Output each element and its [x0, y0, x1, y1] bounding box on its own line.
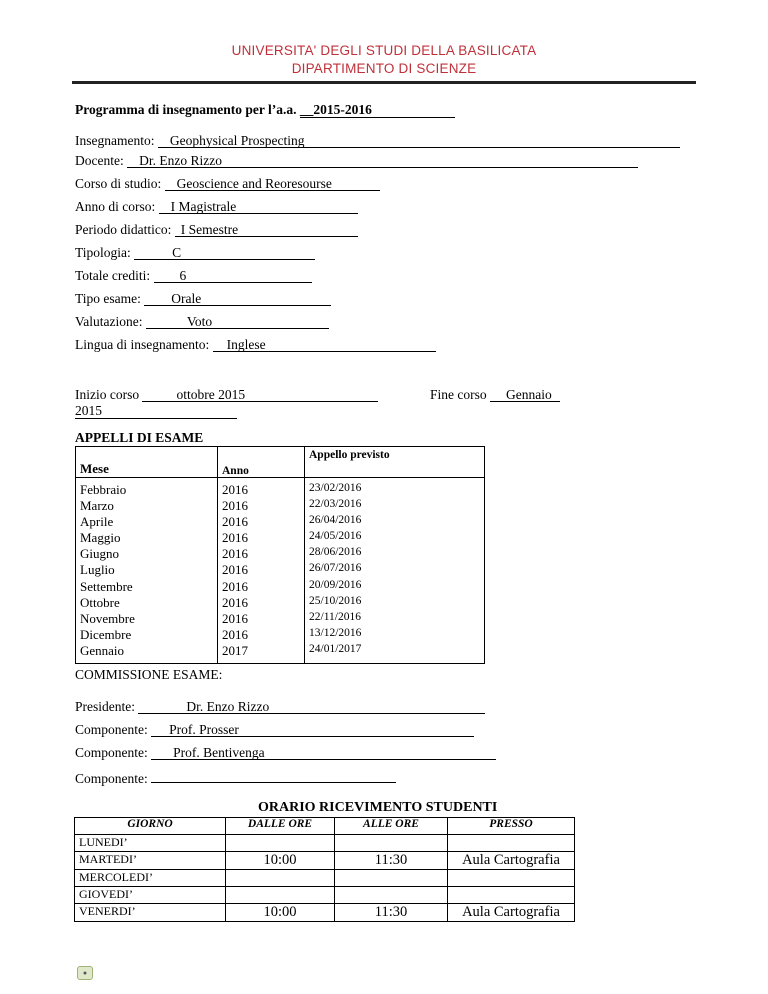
periodo-label: Periodo didattico:: [75, 222, 172, 237]
appelli-cell-anno: 2016: [222, 498, 248, 514]
appelli-cell-anno: 2016: [222, 562, 248, 578]
appelli-cell-mese: Marzo: [80, 498, 114, 514]
orario-title: ORARIO RICEVIMENTO STUDENTI: [258, 800, 498, 815]
insegnamento-value: Geophysical Prospecting: [158, 134, 680, 148]
presidente-value: Dr. Enzo Rizzo: [138, 700, 485, 714]
department-name: DIPARTIMENTO DI SCIENZE: [291, 61, 477, 76]
inizio-corso-row: [75, 387, 378, 403]
periodo-row: [75, 222, 358, 238]
appelli-cell-mese: Giugno: [80, 546, 119, 562]
anno-label: Anno di corso:: [75, 199, 156, 214]
docente-label: Docente:: [75, 153, 124, 168]
componente3-value: [151, 768, 396, 783]
valutazione-value: Voto: [146, 315, 329, 329]
appelli-cell-appello: 26/04/2016: [309, 514, 362, 527]
orario-day-lunedi: LUNEDI’: [75, 835, 226, 852]
tipologia-value: C: [134, 246, 315, 260]
docente-value: Dr. Enzo Rizzo: [127, 154, 638, 168]
crediti-value: 6: [154, 269, 312, 283]
tipologia-row: [75, 245, 315, 261]
appelli-cell-appello: 22/11/2016: [309, 610, 361, 623]
appelli-cell-anno: 2016: [222, 482, 248, 497]
orario-day-giovedi: GIOVEDI’: [75, 887, 226, 904]
tipo-esame-label: Tipo esame:: [75, 291, 141, 306]
componente3-label: Componente:: [75, 771, 148, 786]
appelli-cell-mese: Maggio: [80, 530, 121, 546]
appelli-col-anno: [218, 478, 305, 664]
corso-row: [75, 176, 380, 192]
appelli-header-mese: Mese: [76, 447, 218, 478]
componente1-value: Prof. Prosser: [151, 723, 474, 737]
valutazione-label: Valutazione:: [75, 314, 143, 329]
appelli-cell-appello: 22/03/2016: [309, 498, 362, 511]
componente1-row: [75, 722, 474, 738]
commissione-title: COMMISSIONE ESAME:: [75, 667, 223, 682]
tipo-esame-row: [75, 291, 331, 307]
anno-value: I Magistrale: [159, 200, 358, 214]
appelli-cell-anno: 2016: [222, 546, 248, 562]
appelli-cell-anno: 2017: [222, 642, 248, 658]
crediti-label: Totale crediti:: [75, 268, 151, 283]
appelli-cell-appello: 25/10/2016: [309, 594, 362, 607]
lingua-value: Inglese: [213, 338, 436, 352]
programma-label: Programma di insegnamento per l’a.a.: [75, 102, 297, 117]
componente1-label: Componente:: [75, 722, 148, 737]
corso-label: Corso di studio:: [75, 176, 162, 191]
university-name: UNIVERSITA' DEGLI STUDI DELLA BASILICATA: [231, 43, 537, 58]
appelli-cell-mese: Dicembre: [80, 626, 132, 642]
orario-day-martedi: MARTEDI’: [75, 852, 226, 870]
componente2-label: Componente:: [75, 745, 148, 760]
lingua-row: [75, 337, 436, 353]
fine-corso-year: 2015: [75, 404, 237, 419]
orario-header-alle: ALLE ORE: [335, 818, 448, 835]
appelli-cell-mese: Settembre: [80, 578, 133, 594]
tipologia-label: Tipologia:: [75, 245, 131, 260]
appelli-cell-appello: 26/07/2016: [309, 562, 362, 575]
insegnamento-row: [75, 133, 680, 149]
appelli-cell-mese: Aprile: [80, 514, 114, 530]
martedi-dalle: 10:00: [226, 852, 335, 870]
appelli-col-appello: [305, 478, 485, 664]
appelli-title: APPELLI DI ESAME: [75, 430, 204, 445]
crediti-row: [75, 268, 312, 284]
appelli-cell-appello: 24/01/2017: [309, 642, 362, 655]
martedi-presso: Aula Cartografia: [448, 852, 575, 870]
componente2-row: [75, 745, 496, 761]
orario-day-mercoledi: MERCOLEDI’: [75, 870, 226, 887]
appelli-header-anno: Anno: [218, 447, 305, 478]
appelli-cell-anno: 2016: [222, 594, 248, 610]
orario-table: [74, 817, 575, 922]
appelli-cell-appello: 20/09/2016: [309, 578, 362, 591]
appelli-cell-mese: Luglio: [80, 562, 115, 578]
appelli-cell-appello: 28/06/2016: [309, 546, 362, 559]
venerdi-presso: Aula Cartografia: [448, 904, 575, 922]
corso-value: Geoscience and Reoresourse: [165, 177, 380, 191]
header-rule: [72, 81, 696, 84]
orario-header-dalle: DALLE ORE: [226, 818, 335, 835]
componente3-row: [75, 768, 396, 787]
fine-corso-value: Gennaio: [490, 388, 560, 402]
venerdi-alle: 11:30: [335, 904, 448, 922]
tipo-esame-value: Orale: [144, 292, 331, 306]
periodo-value: I Semestre: [175, 223, 358, 237]
orario-day-venerdi: VENERDI’: [75, 904, 226, 922]
appelli-col-mese: [76, 478, 218, 664]
componente2-value: Prof. Bentivenga: [151, 746, 496, 760]
orario-header-giorno: GIORNO: [75, 818, 226, 835]
presidente-label: Presidente:: [75, 699, 135, 714]
programma-line: [75, 102, 455, 118]
fine-corso-label: Fine corso: [430, 387, 487, 402]
appelli-cell-anno: 2016: [222, 578, 248, 594]
inizio-corso-label: Inizio corso: [75, 387, 140, 402]
appelli-cell-mese: Febbraio: [80, 482, 127, 497]
appelli-cell-appello: 13/12/2016: [309, 626, 362, 639]
martedi-alle: 11:30: [335, 852, 448, 870]
fine-corso-year-row: [75, 403, 237, 419]
lingua-label: Lingua di insegnamento:: [75, 337, 210, 352]
programma-value: __2015-2016: [300, 103, 455, 118]
footer-logo-icon: ●: [77, 966, 93, 980]
insegnamento-label: Insegnamento:: [75, 133, 155, 148]
appelli-cell-mese: Ottobre: [80, 594, 120, 610]
fine-corso-row: [430, 387, 560, 403]
presidente-row: [75, 699, 485, 715]
appelli-cell-mese: Novembre: [80, 610, 135, 626]
appelli-cell-anno: 2016: [222, 530, 248, 546]
inizio-corso-value: ottobre 2015: [142, 388, 378, 402]
anno-row: [75, 199, 358, 215]
appelli-cell-anno: 2016: [222, 626, 248, 642]
docente-row: [75, 153, 638, 169]
valutazione-row: [75, 314, 329, 330]
appelli-cell-appello: 23/02/2016: [309, 482, 362, 494]
appelli-cell-mese: Gennaio: [80, 642, 125, 658]
appelli-cell-anno: 2016: [222, 514, 248, 530]
venerdi-dalle: 10:00: [226, 904, 335, 922]
orario-header-presso: PRESSO: [448, 818, 575, 835]
appelli-cell-appello: 24/05/2016: [309, 530, 362, 543]
appelli-table: [75, 446, 485, 664]
appelli-cell-anno: 2016: [222, 610, 248, 626]
appelli-header-appello: Appello previsto: [305, 447, 485, 478]
